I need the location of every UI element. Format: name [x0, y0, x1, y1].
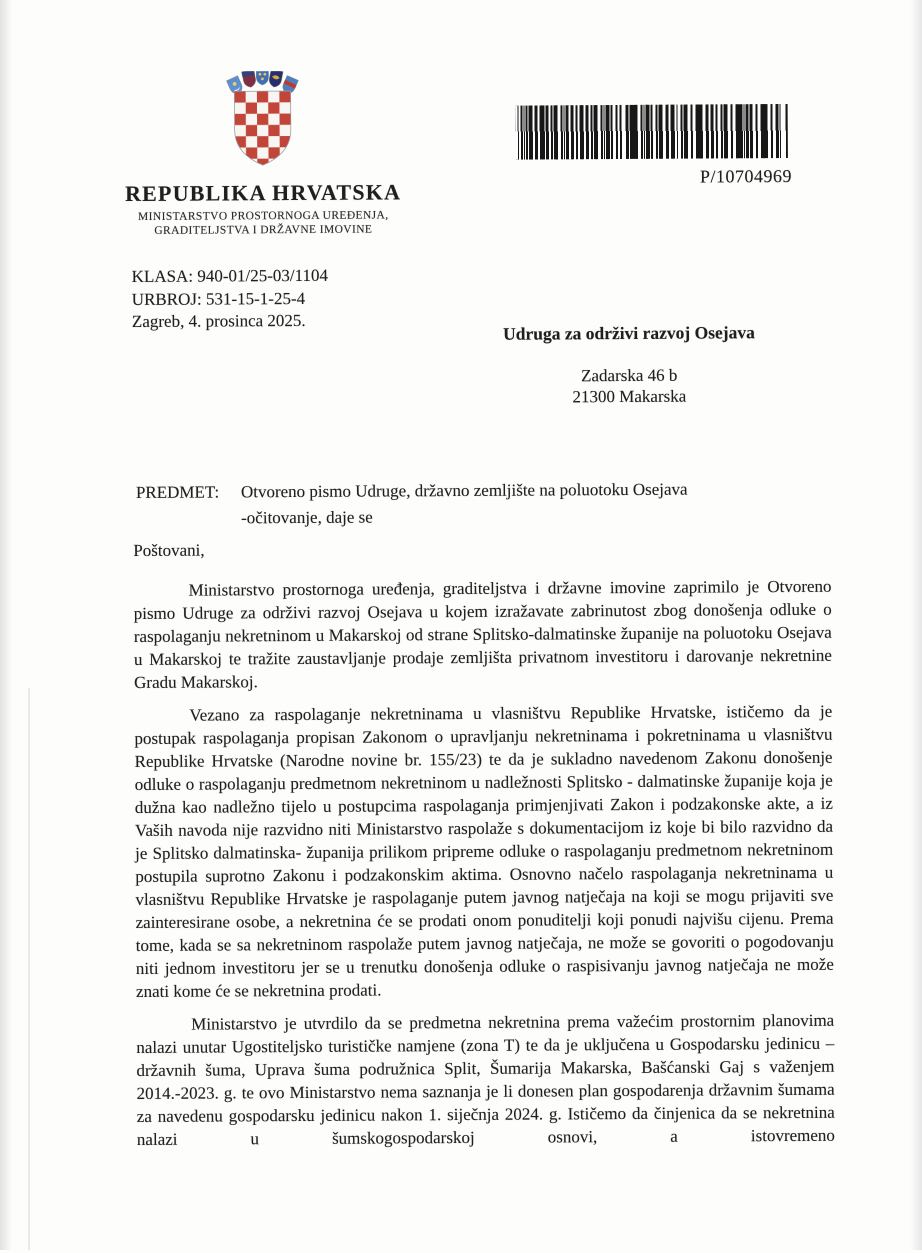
place-date-line: Zagreb, 4. prosinca 2025. — [131, 310, 306, 332]
barcode-block — [516, 104, 793, 189]
subject-line1: Otvoreno pismo Udruge, državno zemljište na poluotoku Osejava — [240, 479, 688, 502]
croatia-coat-of-arms-icon — [223, 71, 302, 168]
subject-row — [136, 476, 801, 532]
letterhead — [97, 70, 428, 238]
subject-label: PREDMET: — [135, 482, 220, 502]
recipient-block — [461, 322, 798, 408]
ministry-name-line1: MINISTARSTVO PROSTORNOGA UREĐENJA, — [137, 209, 389, 223]
subject-line2: -očitovanje, daje se — [241, 507, 373, 528]
reference-block — [132, 265, 329, 334]
urbroj-label: URBROJ: — [131, 289, 202, 309]
recipient-name: Udruga za održivi razvoj Osejava — [503, 322, 755, 344]
ministry-name-line2: GRADITELJSTVA I DRŽAVNE IMOVINE — [154, 223, 373, 237]
subject-text — [241, 476, 801, 531]
country-title: REPUBLIKA HRVATSKA — [124, 179, 402, 207]
barcode-number: P/10704969 — [699, 165, 793, 187]
recipient-city: 21300 Makarska — [572, 386, 687, 407]
urbroj-line — [132, 287, 328, 311]
letter-body — [133, 575, 834, 1151]
salutation: Poštovani, — [133, 540, 205, 561]
urbroj-value: 531-15-1-25-4 — [205, 288, 306, 309]
barcode-icon — [516, 104, 788, 160]
paragraph-2: Vezano za raspolaganje nekretninama u vlasništvu Republike Hrvatske, ističemo da je postupak raspolaganja propisan Zakonom o upravljanju nekretninama i pokretninama u vlasništvu Republike Hrvatske (Narodne novine br. 155/23) te da je sukladno navedenom Zakonu donošenje odluke o raspolaganju predmetnom nekretninom u nadležnosti Splitsko - dalmatinske županije koja je dužna kao nadležno tijelo u postupcima raspolaganja primjenjivati Zakon i podzakonske akte, a iz Vaših navoda nije razvidno niti Ministarstvo raspolaže s dokumentacijom iz koje bi bilo razvidno da je Splitsko dalmatinska- županija prilikom pripreme odluke o raspolaganju predmetnom nekretninom postupila suprotno Zakonu i podzakonskim aktima. Osnovno načelo raspolaganja nekretninama u vlasništvu Republike Hrvatske je raspolaganje putem javnog natječaja na koji se mogu prijaviti sve zainteresirane osobe, a nekretnina će se prodati onom ponuditelji koji ponudi najvišu cijenu. Prema tome, kada se sa nekretninom raspolaže putem javnog natječaja, ne može se govoriti o pogodovanju niti jednom investitoru jer se u trenutku donošenja odluke o raspisivanju javnog natječaja ne može znati kome će se nekretnina prodati. — [134, 701, 834, 1001]
paragraph-1: Ministarstvo prostornoga uređenja, graditeljstva i državne imovine zaprimilo je Otvoreno pismo Udruge za održivi razvoj Osejava u kojem izražavate zabrinutost zbog donošenja odluke o raspolaganju nekretninom u Makarskoj od strane Splitsko-dalmatinske županije na poluotoku Osejava u Makarskoj te tražite zaustavljanje prodaje zemljišta privatnom investitoru i darovanje nekretnine Gradu Makarskoj. — [133, 576, 833, 693]
klasa-label: KLASA: — [131, 266, 194, 287]
recipient-street: Zadarska 46 b — [581, 365, 678, 386]
paragraph-3: Ministarstvo je utvrdilo da se predmetna nekretnina prema važećim prostornim planovima nalazi unutar Ugostiteljsko turističke namjene (zona T) te da je uključena u Gospodarsku jedinicu – državnih šuma, Uprava šuma podružnica Split, Šumarija Makarska, Bašćanski Gaj s važenjem 2014.-2023. g. te ovo Ministarstvo nema saznanja je li donesen plan gospodarenja državnim šumama za navedenu gospodarsku jedinicu nakon 1. siječnja 2024. g. Ističemo da činjenica da se nekretnina nalazi u šumskogospodarskoj osnovi, a istovremeno — [136, 1010, 835, 1149]
recipient-address — [461, 364, 797, 408]
klasa-line — [132, 265, 328, 289]
klasa-value: 940-01/25-03/1104 — [197, 265, 328, 286]
